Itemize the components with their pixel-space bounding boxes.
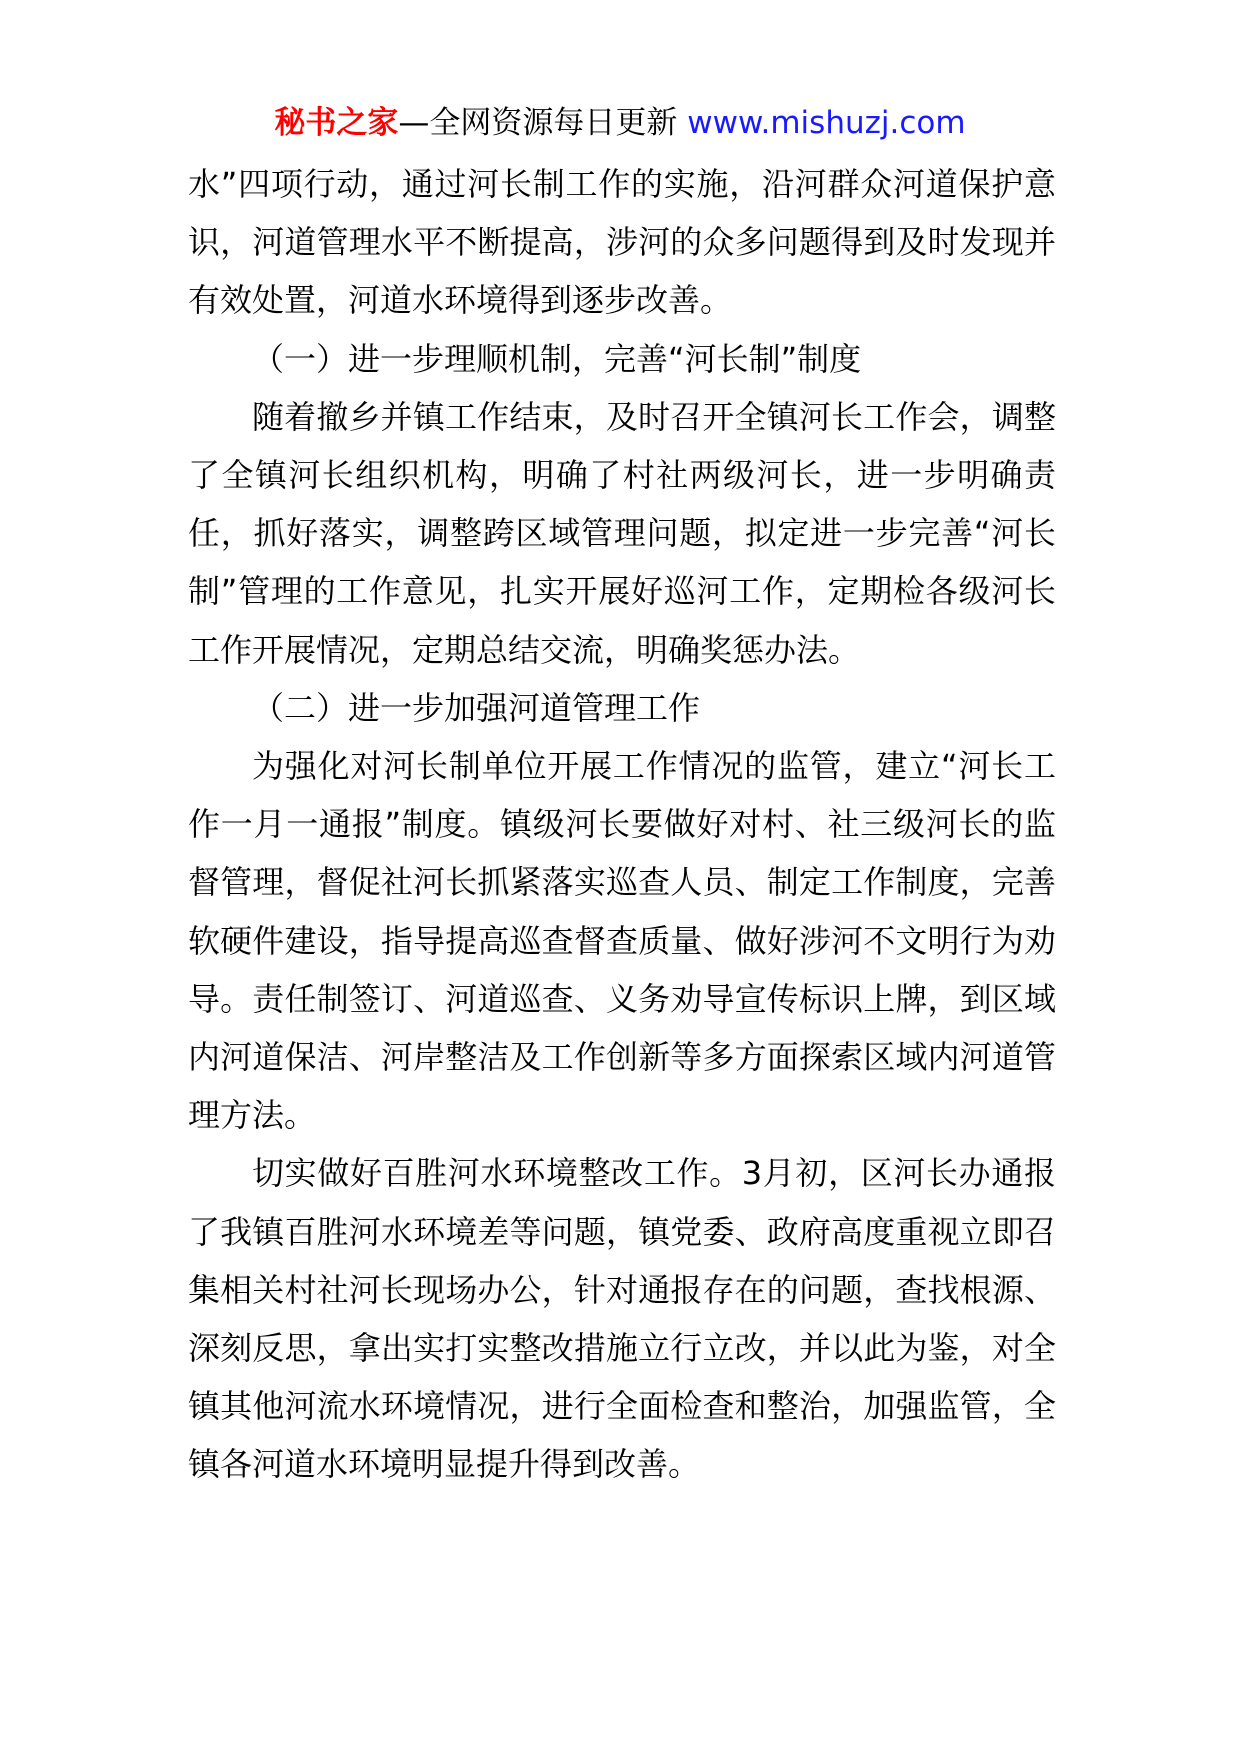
body-paragraph: 为强化对河长制单位开展工作情况的监管，建立“河长工作一月一通报”制度。镇级河长要做好对村、社三级河长的监督管理，督促社河长抓紧落实巡查人员、制定工作制度，完善软硬件建设，指导提高巡查督查质量、做好涉河不文明行为劝导。责任制签订、河道巡查、义务劝导宣传标识上牌，到区域内河道保洁、河岸整洁及工作创新等多方面探索区域内河道管理方法。 <box>188 747 1056 1135</box>
section-heading-1: （一）进一步理顺机制，完善“河长制”制度 <box>252 339 862 378</box>
site-url-link[interactable]: www.mishuzj.com <box>687 105 966 141</box>
site-tagline: —全网资源每日更新 <box>398 105 688 141</box>
body-paragraph: 切实做好百胜河水环境整改工作。3月初，区河长办通报了我镇百胜河水环境差等问题，镇党委、政府高度重视立即召集相关村社河长现场办公，针对通报存在的问题，查找根源、深刻反思，拿出实打实整改措施立行立改，并以此为鉴，对全镇其他河流水环境情况，进行全面检查和整治，加强监管，全镇各河道水环境明显提升得到改善。 <box>188 1154 1056 1484</box>
continuation-paragraph: 水”四项行动，通过河长制工作的实施，沿河群众河道保护意识，河道管理水平不断提高，涉河的众多问题得到及时发现并有效处置，河道水环境得到逐步改善。 <box>188 165 1056 320</box>
document-body <box>188 155 1056 1494</box>
body-paragraph: 随着撤乡并镇工作结束，及时召开全镇河长工作会，调整了全镇河长组织机构，明确了村社两级河长，进一步明确责任，抓好落实，调整跨区域管理问题，拟定进一步完善“河长制”管理的工作意见，扎实开展好巡河工作，定期检各级河长工作开展情况，定期总结交流，明确奖惩办法。 <box>188 397 1056 669</box>
section-heading-2: （二）进一步加强河道管理工作 <box>252 688 701 727</box>
site-brand: 秘书之家 <box>274 105 399 141</box>
site-header <box>0 100 1240 146</box>
